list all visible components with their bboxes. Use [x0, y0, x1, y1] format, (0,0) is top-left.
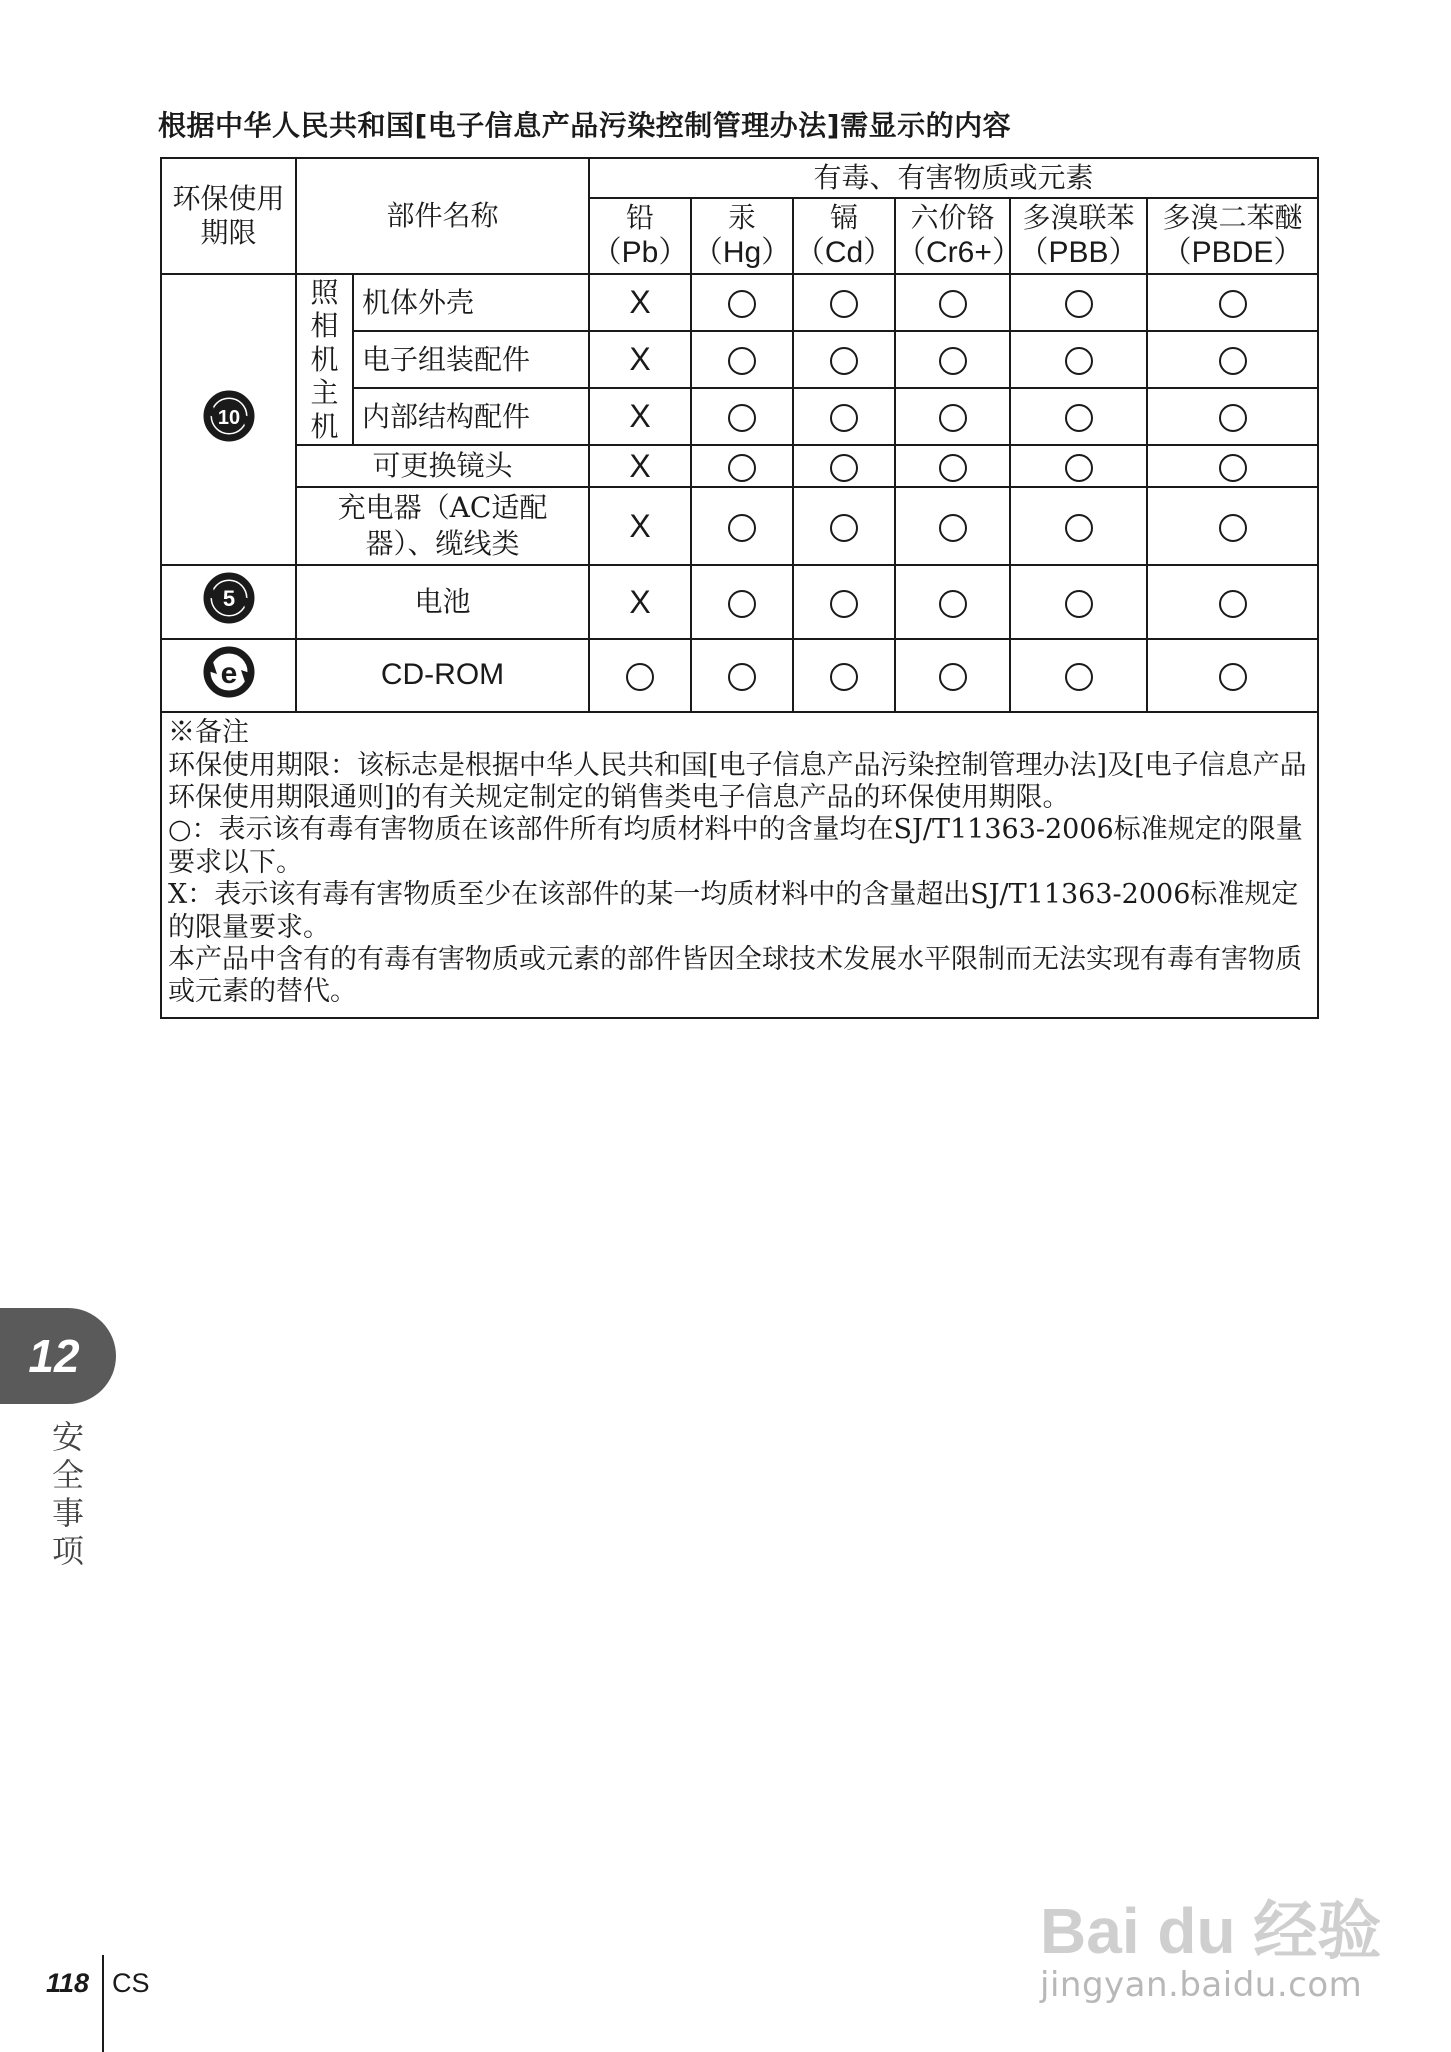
part-name: 充电器（AC适配器）、缆线类 [296, 487, 589, 565]
part-name: CD-ROM [296, 639, 589, 713]
header-row-1 [161, 158, 1318, 198]
notes-line: ○：表示该有毒有害物质在该部件所有均质材料中的含量均在SJ/T11363-2006标准规定的限量要求以下。 [168, 814, 1303, 878]
watermark-url: jingyan.baidu.com [1040, 1965, 1363, 2005]
eco-period-10-icon [197, 384, 261, 448]
header-part: 部件名称 [296, 158, 589, 274]
mark-cell [895, 274, 1010, 331]
header-substances-group: 有毒、有害物质或元素 [589, 158, 1318, 198]
eco-period-5-icon [197, 566, 261, 630]
mark-cell [691, 331, 793, 388]
mark-cell [793, 274, 895, 331]
table-row [161, 487, 1318, 565]
mark-cell: X [589, 274, 691, 331]
mark-cell [895, 388, 1010, 445]
table-row [161, 274, 1318, 331]
mark-cell [1147, 388, 1318, 445]
mark-cell [1147, 639, 1318, 713]
table-row [161, 565, 1318, 639]
notes-cell [161, 712, 1318, 1018]
page-number: 118 [46, 1968, 90, 1998]
eco-period-e-icon [197, 640, 261, 704]
mark-cell [895, 639, 1010, 713]
part-name: 内部结构配件 [353, 388, 589, 445]
mark-cell [691, 274, 793, 331]
mark-cell [1010, 565, 1147, 639]
notes-line: 环保使用期限：该标志是根据中华人民共和国[电子信息产品污染控制管理办法]及[电子信息产品环保使用期限通则]的有关规定制定的销售类电子信息产品的环保使用期限。 [168, 749, 1307, 813]
mark-cell [691, 445, 793, 487]
chapter-number: 12 [28, 1330, 80, 1382]
mark-cell [1010, 331, 1147, 388]
notes-line: X：表示该有毒有害物质至少在该部件的某一均质材料中的含量超出SJ/T11363-2006标准规定的限量要求。 [168, 879, 1299, 943]
mark-cell [1147, 331, 1318, 388]
header-substance: 汞 （Hg） [691, 198, 793, 274]
mark-cell [691, 639, 793, 713]
mark-cell [1010, 639, 1147, 713]
mark-cell: X [589, 331, 691, 388]
language-code: CS [112, 1968, 150, 1998]
mark-cell [691, 487, 793, 565]
mark-cell [1010, 388, 1147, 445]
header-substance: 铅 （Pb） [589, 198, 691, 274]
mark-cell [1147, 445, 1318, 487]
group-label-camera-body: 照 相 机 主 机 [296, 274, 353, 445]
chapter-label: 安 全 事 项 [51, 1418, 84, 1570]
mark-cell [895, 331, 1010, 388]
mark-cell [589, 639, 691, 713]
mark-cell [895, 445, 1010, 487]
notes-line: 本产品中含有的有毒有害物质或元素的部件皆因全球技术发展水平限制而无法实现有毒有害物质或元素的替代。 [168, 943, 1302, 1008]
mark-cell [793, 639, 895, 713]
mark-cell [1010, 445, 1147, 487]
eco-period-cell [161, 565, 296, 639]
footer-divider [102, 1955, 104, 2052]
eco-period-cell [161, 639, 296, 713]
table-row [161, 445, 1318, 487]
watermark-logo: Bai du 经验 [1040, 1895, 1382, 1967]
svg-text:10: 10 [217, 406, 240, 429]
mark-cell [1147, 487, 1318, 565]
svg-text:e: e [220, 656, 237, 690]
mark-cell [691, 565, 793, 639]
mark-cell: X [589, 445, 691, 487]
mark-cell: X [589, 565, 691, 639]
svg-text:5: 5 [222, 586, 235, 611]
header-substance: 六价铬 （Cr6+） [895, 198, 1010, 274]
mark-cell [793, 331, 895, 388]
mark-cell: X [589, 487, 691, 565]
header-substance: 多溴二苯醚 （PBDE） [1147, 198, 1318, 274]
mark-cell: X [589, 388, 691, 445]
eco-period-cell [161, 274, 296, 565]
header-period: 环保使用期限 [161, 158, 296, 274]
mark-cell [793, 565, 895, 639]
part-name: 电子组装配件 [353, 331, 589, 388]
mark-cell [793, 487, 895, 565]
mark-cell [895, 565, 1010, 639]
header-substance: 镉 （Cd） [793, 198, 895, 274]
mark-cell [691, 388, 793, 445]
mark-cell [1010, 274, 1147, 331]
hazard-table [160, 157, 1319, 1019]
page-heading: 根据中华人民共和国[电子信息产品污染控制管理办法]需显示的内容 [158, 109, 1012, 142]
mark-cell [1147, 274, 1318, 331]
part-name: 机体外壳 [353, 274, 589, 331]
header-substance: 多溴联苯 （PBB） [1010, 198, 1147, 274]
notes-row [161, 712, 1318, 1018]
notes-title: ※备注 [168, 717, 249, 749]
part-name: 可更换镜头 [296, 445, 589, 487]
table-row [161, 639, 1318, 713]
mark-cell [793, 388, 895, 445]
part-name: 电池 [296, 565, 589, 639]
mark-cell [1010, 487, 1147, 565]
mark-cell [1147, 565, 1318, 639]
mark-cell [793, 445, 895, 487]
mark-cell [895, 487, 1010, 565]
